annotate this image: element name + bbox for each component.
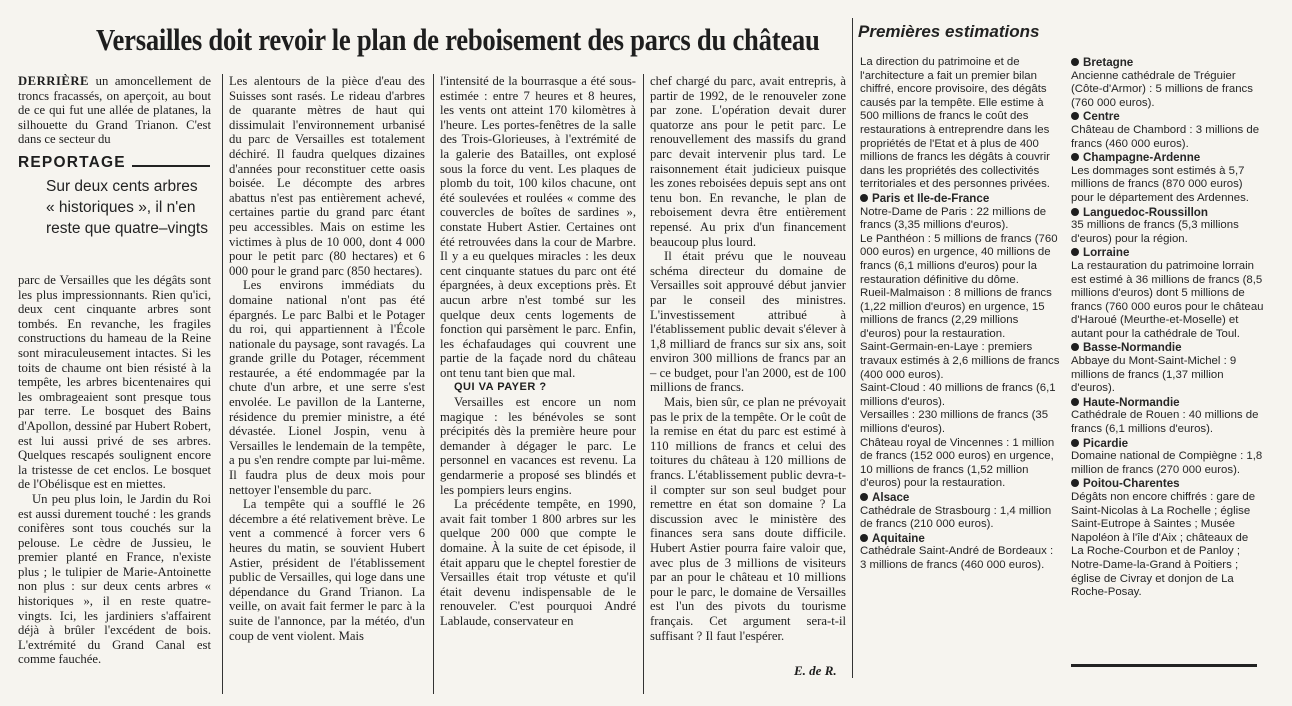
paragraph: parc de Versailles que les dégâts sont les plus impressionnants. Rien qu'ici, deux cent cinquante arbres sont tombés. En revanche, les fragiles constructions du hameau de la Reine sont miraculeusement intactes. Si les toits de chaume ont bien résisté à la tempête, les arbres bicentenaires qui les ombrageaient sont presque tous par terre. Le bosquet des Bains d'Apollon, dessiné par Hubert Robert, est lui aussi privé de ses arbres. Quelques rescapés soulignent encore la tristesse de cet enclos. Le bosquet de l'Obélisque est en miettes. <box>18 273 211 492</box>
estimate-entry: Le Panthéon : 5 millions de francs (760 000 euros) en urgence, 40 millions de francs (6,1 millions d'euros) pour la restauration définitive du dôme. <box>860 232 1058 286</box>
lead-text: un amoncellement de troncs fracassés, on aperçoit, au bout de ce qui fut une allée de platanes, la silhouette du Grand Trianon. C'est dans ce secteur du <box>18 74 211 147</box>
column-divider <box>222 74 223 694</box>
region-label: Basse-Normandie <box>1083 341 1182 355</box>
region-heading <box>860 532 1060 546</box>
bullet-icon <box>860 194 868 202</box>
estimate-entry: Saint-Cloud : 40 millions de francs (6,1 millions d'euros). <box>860 382 1056 408</box>
region-heading <box>1071 151 1264 165</box>
bullet-icon <box>1071 112 1079 120</box>
region-label: Alsace <box>872 491 910 504</box>
paragraph: Versailles est encore un nom magique : les bénévoles se sont précipités dès la première heure pour demander à dégager le parc. Le personnel en vacances est revenu. La gendarmerie a proposé ses blindés et les pompiers leurs engins. <box>440 395 636 497</box>
paragraph: La précédente tempête, en 1990, avait fait tomber 1 800 arbres sur les quelque 200 000 que compte le domaine. À la suite de cet épisode, il était apparu que le cheptel forestier de Versailles était trop vétuste et qu'il était devenu indispensable de le renouveler. C'est pourquoi André Lablaude, conservateur en <box>440 497 636 628</box>
estimate-entry: Versailles : 230 millions de francs (35 millions d'euros). <box>860 409 1049 436</box>
bullet-icon <box>1071 153 1079 161</box>
region-heading <box>1071 246 1264 260</box>
estimate-entry: Château royal de Vincennes : 1 million de francs (152 000 euros) en urgence, 10 millions de francs (1,52 million d'euros) pour la restauration. <box>860 436 1055 490</box>
region-label: Champagne-Ardenne <box>1083 151 1201 165</box>
region-label: Bretagne <box>1083 56 1134 69</box>
paragraph: chef chargé du parc, avait entrepris, à partir de 1992, de le renouveler zone par zone. L'opération devait durer quatorze ans pour le petit parc. Le renouvellement des massifs du grand parc devait intervenir plus tard. Le raisonnement était judicieux puisque les zones reboisées depuis sept ans ont tenu bon. En revanche, le plan de reboisement devra être entièrement repensé. Au prix d'un financement beaucoup plus lourd. <box>650 74 846 249</box>
kicker-subtitle: Sur deux cents arbres « historiques », il n'en reste que quatre–vingts <box>46 178 208 237</box>
estimate-entry: Dégâts non encore chiffrés : gare de Saint-Nicolas à La Rochelle ; église Saint-Eutrope à Saintes ; Musée Napoléon à l'île d'Aix ; châteaux de La Roche-Courbon et de Panloy ; Notre-Dame-la-Grand à Poitiers ; église de Civray et donjon de La Roche-Posay. <box>1071 491 1256 599</box>
region-label: Lorraine <box>1083 246 1130 260</box>
estimate-entry: Notre-Dame de Paris : 22 millions de francs (3,35 millions d'euros). <box>860 205 1047 232</box>
sidebar-column-2 <box>1071 56 1264 600</box>
estimate-entry: Château de Chambord : 3 millions de francs (460 000 euros). <box>1071 123 1260 150</box>
article-headline: Versailles doit revoir le plan de reboisement des parcs du château <box>96 22 820 57</box>
paragraph: Les alentours de la pièce d'eau des Suisses sont rasés. Le rideau d'arbres de quarante mètres de haut qui dissimulait l'environnement urbanisé du parc de Versailles est totalement déchiré. Il faudra quelques dizaines d'années pour reconstituer cette oasis boisée. Le décompte des arbres abattus n'est pas entièrement achevé, certaines partie du grand parc étant peu accessibles. Mais on estime les victimes à plus de 10 000, dont 4 000 pour le petit parc (80 hectares) et 6 000 pour le grand parc (850 hectares). <box>229 74 425 278</box>
estimate-entry: 35 millions de francs (5,3 millions d'euros) pour la région. <box>1071 219 1239 245</box>
region-heading <box>1071 477 1264 491</box>
region-label: Centre <box>1083 110 1120 124</box>
region-heading <box>860 491 1060 505</box>
sidebar-title: Premières estimations <box>858 22 1040 41</box>
estimate-entry: Ancienne cathédrale de Tréguier (Côte-d'Armor) : 5 millions de francs (760 000 euros). <box>1071 69 1253 109</box>
region-label: Haute-Normandie <box>1083 395 1180 409</box>
column-1-body <box>18 273 211 667</box>
region-heading <box>1071 206 1264 220</box>
region-heading <box>1071 110 1264 124</box>
section-subhead: QUI VA PAYER ? <box>454 381 547 394</box>
column-3 <box>440 74 636 629</box>
region-heading <box>1071 56 1264 70</box>
lead-paragraph <box>18 74 211 147</box>
column-2 <box>229 74 425 643</box>
column-1-lead <box>18 74 211 147</box>
bullet-icon <box>1071 439 1079 447</box>
author-signature: E. de R. <box>794 663 837 678</box>
bullet-icon <box>860 534 868 542</box>
paragraph: Il était prévu que le nouveau schéma directeur du domaine de Versailles soit approuvé début janvier par le conseil des ministres. L'investissement attribué à l'établissement public devait s'élever à 1,8 milliard de francs sur six ans, soit environ 300 millions de francs par an – ce budget, pour l'an 2000, est de 100 millions de francs. <box>650 249 846 395</box>
bullet-icon <box>1071 398 1079 406</box>
region-heading <box>1071 341 1264 355</box>
paragraph: Les environs immédiats du domaine national n'ont pas été épargnés. Le parc Balbi et le Potager du roi, qui appartiennent à l'École nationale du paysage, sont ravagés. La grande grille du Potager, récemment restaurée, a été endommagée par la chute d'un arbre, et une serre s'est envolée. Le pavillon de la Lanterne, résidence du premier ministre, a été dévastée. Lionel Jospin, venu à Versailles le lendemain de la tempête, a pu s'en rendre compte par lui-même. Il faudra plus de deux mois pour nettoyer l'ensemble du parc. <box>229 278 425 497</box>
estimate-entry: Cathédrale Saint-André de Bordeaux : 3 millions de francs (460 000 euros). <box>860 545 1054 571</box>
region-label: Picardie <box>1083 436 1129 450</box>
bullet-icon <box>1071 208 1079 216</box>
sidebar-column-1 <box>860 56 1060 573</box>
region-label: Paris et Ile-de-France <box>872 191 990 205</box>
sidebar-divider <box>852 18 853 678</box>
region-label: Poitou-Charentes <box>1083 477 1180 491</box>
estimate-entry: Abbaye du Mont-Saint-Michel : 9 millions de francs (1,37 million d'euros). <box>1071 355 1237 395</box>
bullet-icon <box>1071 343 1079 351</box>
kicker-heading <box>18 154 210 172</box>
paragraph: Un peu plus loin, le Jardin du Roi est aussi durement touché : les grands conifères sont tous couchés sur la pelouse. Le cèdre de Jussieu, le premier planté en France, n'existe plus ; le tulipier de Marie-Antoinette non plus : sur deux cents arbres « historiques », il en reste quatre-vingts. Ici, les jardiniers s'affairent déjà à brûler l'excédent de bois. L'extrémité du Grand Canal est comme fauchée. <box>18 491 211 667</box>
kicker-rule <box>132 165 210 167</box>
kicker-label: REPORTAGE <box>18 154 126 171</box>
sidebar-intro: La direction du patrimoine et de l'architecture a fait un premier bilan chiffré, encore provisoire, des dégâts causés par la tempête. Elle estime à 500 millions de francs le coût des restaurations à entreprendre dans les propriétés de l'Etat et à plus de 400 millions de francs les dégâts à couvrir dans les propriétés des collectivités territoriales et des personnes privées. <box>860 56 1050 191</box>
end-rule <box>1071 664 1257 667</box>
estimate-entry: La restauration du patrimoine lorrain est estimé à 36 millions de francs (8,5 millions d'euros) dont 5 millions de francs (760 000 euros pour le château d'Haroué (Meurthe-et-Moselle) et autant pour la cathédrale de Toul. <box>1071 259 1264 340</box>
region-heading <box>860 192 1060 206</box>
region-label: Languedoc-Roussillon <box>1083 205 1208 219</box>
estimate-entry: Domaine national de Compiègne : 1,8 million de francs (270 000 euros). <box>1071 450 1263 476</box>
column-divider <box>433 74 434 694</box>
region-heading <box>1071 437 1264 451</box>
paragraph: l'intensité de la bourrasque a été sous-estimée : entre 7 heures et 8 heures, les vents ont atteint 170 kilomètres à l'heure. Les portes-fenêtres de la salle des Trois-Glorieuses, à l'extrémité de la galerie des Batailles, ont explosé sous la force du vent. Les plaques de plomb du toit, 100 kilos chacune, ont été soulevées et roulées « comme des couvercles de boîtes de sardines », constate Hubert Astier. Certaines ont été retrouvées dans la cour de Marbre. Il y a eu quelques miracles : les deux cent cinquante statues du parc ont été épargnées, à deux exceptions près. Et aucun arbre n'est tombé sur les quelque deux cents logements de fonction qui parsèment le parc. Enfin, les échafaudages qui couvrent une partie de la façade nord du château ont tenu tant bien que mal. <box>440 74 636 380</box>
estimate-entry: Saint-Germain-en-Laye : premiers travaux estimés à 2,6 millions de francs (400 000 euros). <box>860 341 1060 381</box>
column-4 <box>650 74 846 643</box>
bullet-icon <box>860 493 868 501</box>
region-label: Aquitaine <box>872 531 925 545</box>
paragraph: Mais, bien sûr, ce plan ne prévoyait pas le prix de la tempête. Or le coût de la remise en état du parc est estimé à 110 millions de francs et celui des toitures du château à 120 millions de francs. L'établissement public devra-t-il compter sur son seul budget pour remettre en état son domaine ? La discussion avec le ministère des finances sera sans doute difficile. Hubert Astier pourra faire valoir que, avec plus de 3 millions de visiteurs par an pour le château et 10 millions pour le parc, le domaine de Versailles est l'un des pivots du tourisme français. Cet argument sera-t-il suffisant ? Il faut l'espérer. <box>650 395 846 643</box>
paragraph: La tempête qui a soufflé le 26 décembre a été relativement brève. Le vent a commencé à forcer vers 6 heures du matin, se souvient Hubert Astier, président de l'établissement public de Versailles, qui loge dans une dépendance du Grand Trianon. La veille, on avait fait fermer le parc à la suite de l'annonce, par la météo, d'un coup de vent violent. Mais <box>229 497 425 643</box>
reportage-kicker <box>18 154 210 239</box>
region-heading <box>1071 396 1264 410</box>
column-divider <box>643 74 644 694</box>
bullet-icon <box>1071 58 1079 66</box>
bullet-icon <box>1071 479 1079 487</box>
estimate-entry: Rueil-Malmaison : 8 millions de francs (1,22 million d'euros) en urgence, 15 millions de francs (2,29 millions d'euros) pour la restauration. <box>860 287 1052 340</box>
estimate-entry: Cathédrale de Rouen : 40 millions de francs (6,1 millions d'euros). <box>1071 409 1259 436</box>
estimate-entry: Cathédrale de Strasbourg : 1,4 million de francs (210 000 euros). <box>860 504 1052 531</box>
bullet-icon <box>1071 248 1079 256</box>
lead-word: DERRIÈRE <box>18 74 89 88</box>
estimate-entry: Les dommages sont estimés à 5,7 millions de francs (870 000 euros) pour le département des Ardennes. <box>1071 164 1249 204</box>
